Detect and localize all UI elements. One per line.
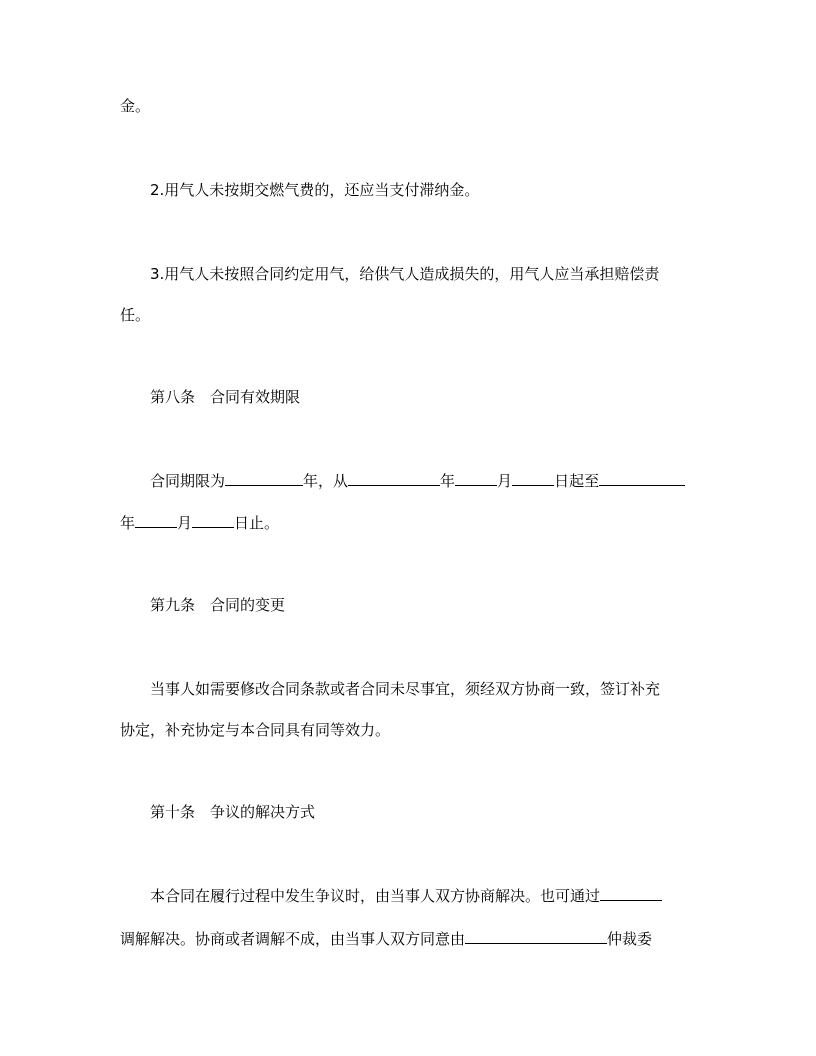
paragraph-line — [150, 885, 662, 906]
fill-in-blank — [599, 470, 685, 486]
text-segment: 日起至 — [554, 472, 600, 490]
article-9-heading: 第九条 合同的变更 — [150, 596, 286, 614]
fill-in-blank — [455, 470, 497, 486]
fill-in-blank — [348, 470, 440, 486]
text-segment: 合同期限为 — [150, 472, 226, 490]
paragraph-line: 当事人如需要修改合同条款或者合同未尽事宜，须经双方协商一致，签订补充 — [150, 680, 661, 698]
fill-in-blank — [135, 512, 177, 528]
text-segment: 本合同在履行过程中发生争议时，由当事人双方协商解决。也可通过 — [150, 887, 601, 905]
paragraph-line: 3.用气人未按照合同约定用气，给供气人造成损失的，用气人应当承担赔偿责 — [150, 265, 660, 283]
paragraph-line — [120, 512, 279, 533]
fill-in-blank — [225, 470, 303, 486]
text-segment: 年 — [120, 514, 136, 532]
paragraph-line: 协定，补充协定与本合同具有同等效力。 — [120, 721, 391, 739]
text-segment: 仲裁委 — [607, 930, 653, 948]
text-segment: 年 — [440, 472, 456, 490]
paragraph-line — [150, 470, 685, 491]
text-segment: 年，从 — [303, 472, 349, 490]
text-segment: 月 — [177, 514, 193, 532]
fill-in-blank — [465, 928, 607, 944]
article-10-heading: 第十条 争议的解决方式 — [150, 803, 316, 821]
paragraph-line: 2.用气人未按期交燃气费的，还应当支付滞纳金。 — [150, 181, 480, 199]
text-segment: 日止。 — [234, 514, 280, 532]
paragraph-line: 任。 — [120, 306, 151, 324]
fill-in-blank — [600, 885, 662, 901]
text-segment: 调解解决。协商或者调解不成，由当事人双方同意由 — [120, 930, 466, 948]
text-segment: 月 — [497, 472, 513, 490]
article-8-heading: 第八条 合同有效期限 — [150, 388, 301, 406]
fill-in-blank — [512, 470, 554, 486]
paragraph-line — [120, 928, 652, 949]
fill-in-blank — [192, 512, 234, 528]
paragraph-line: 金。 — [120, 97, 151, 115]
